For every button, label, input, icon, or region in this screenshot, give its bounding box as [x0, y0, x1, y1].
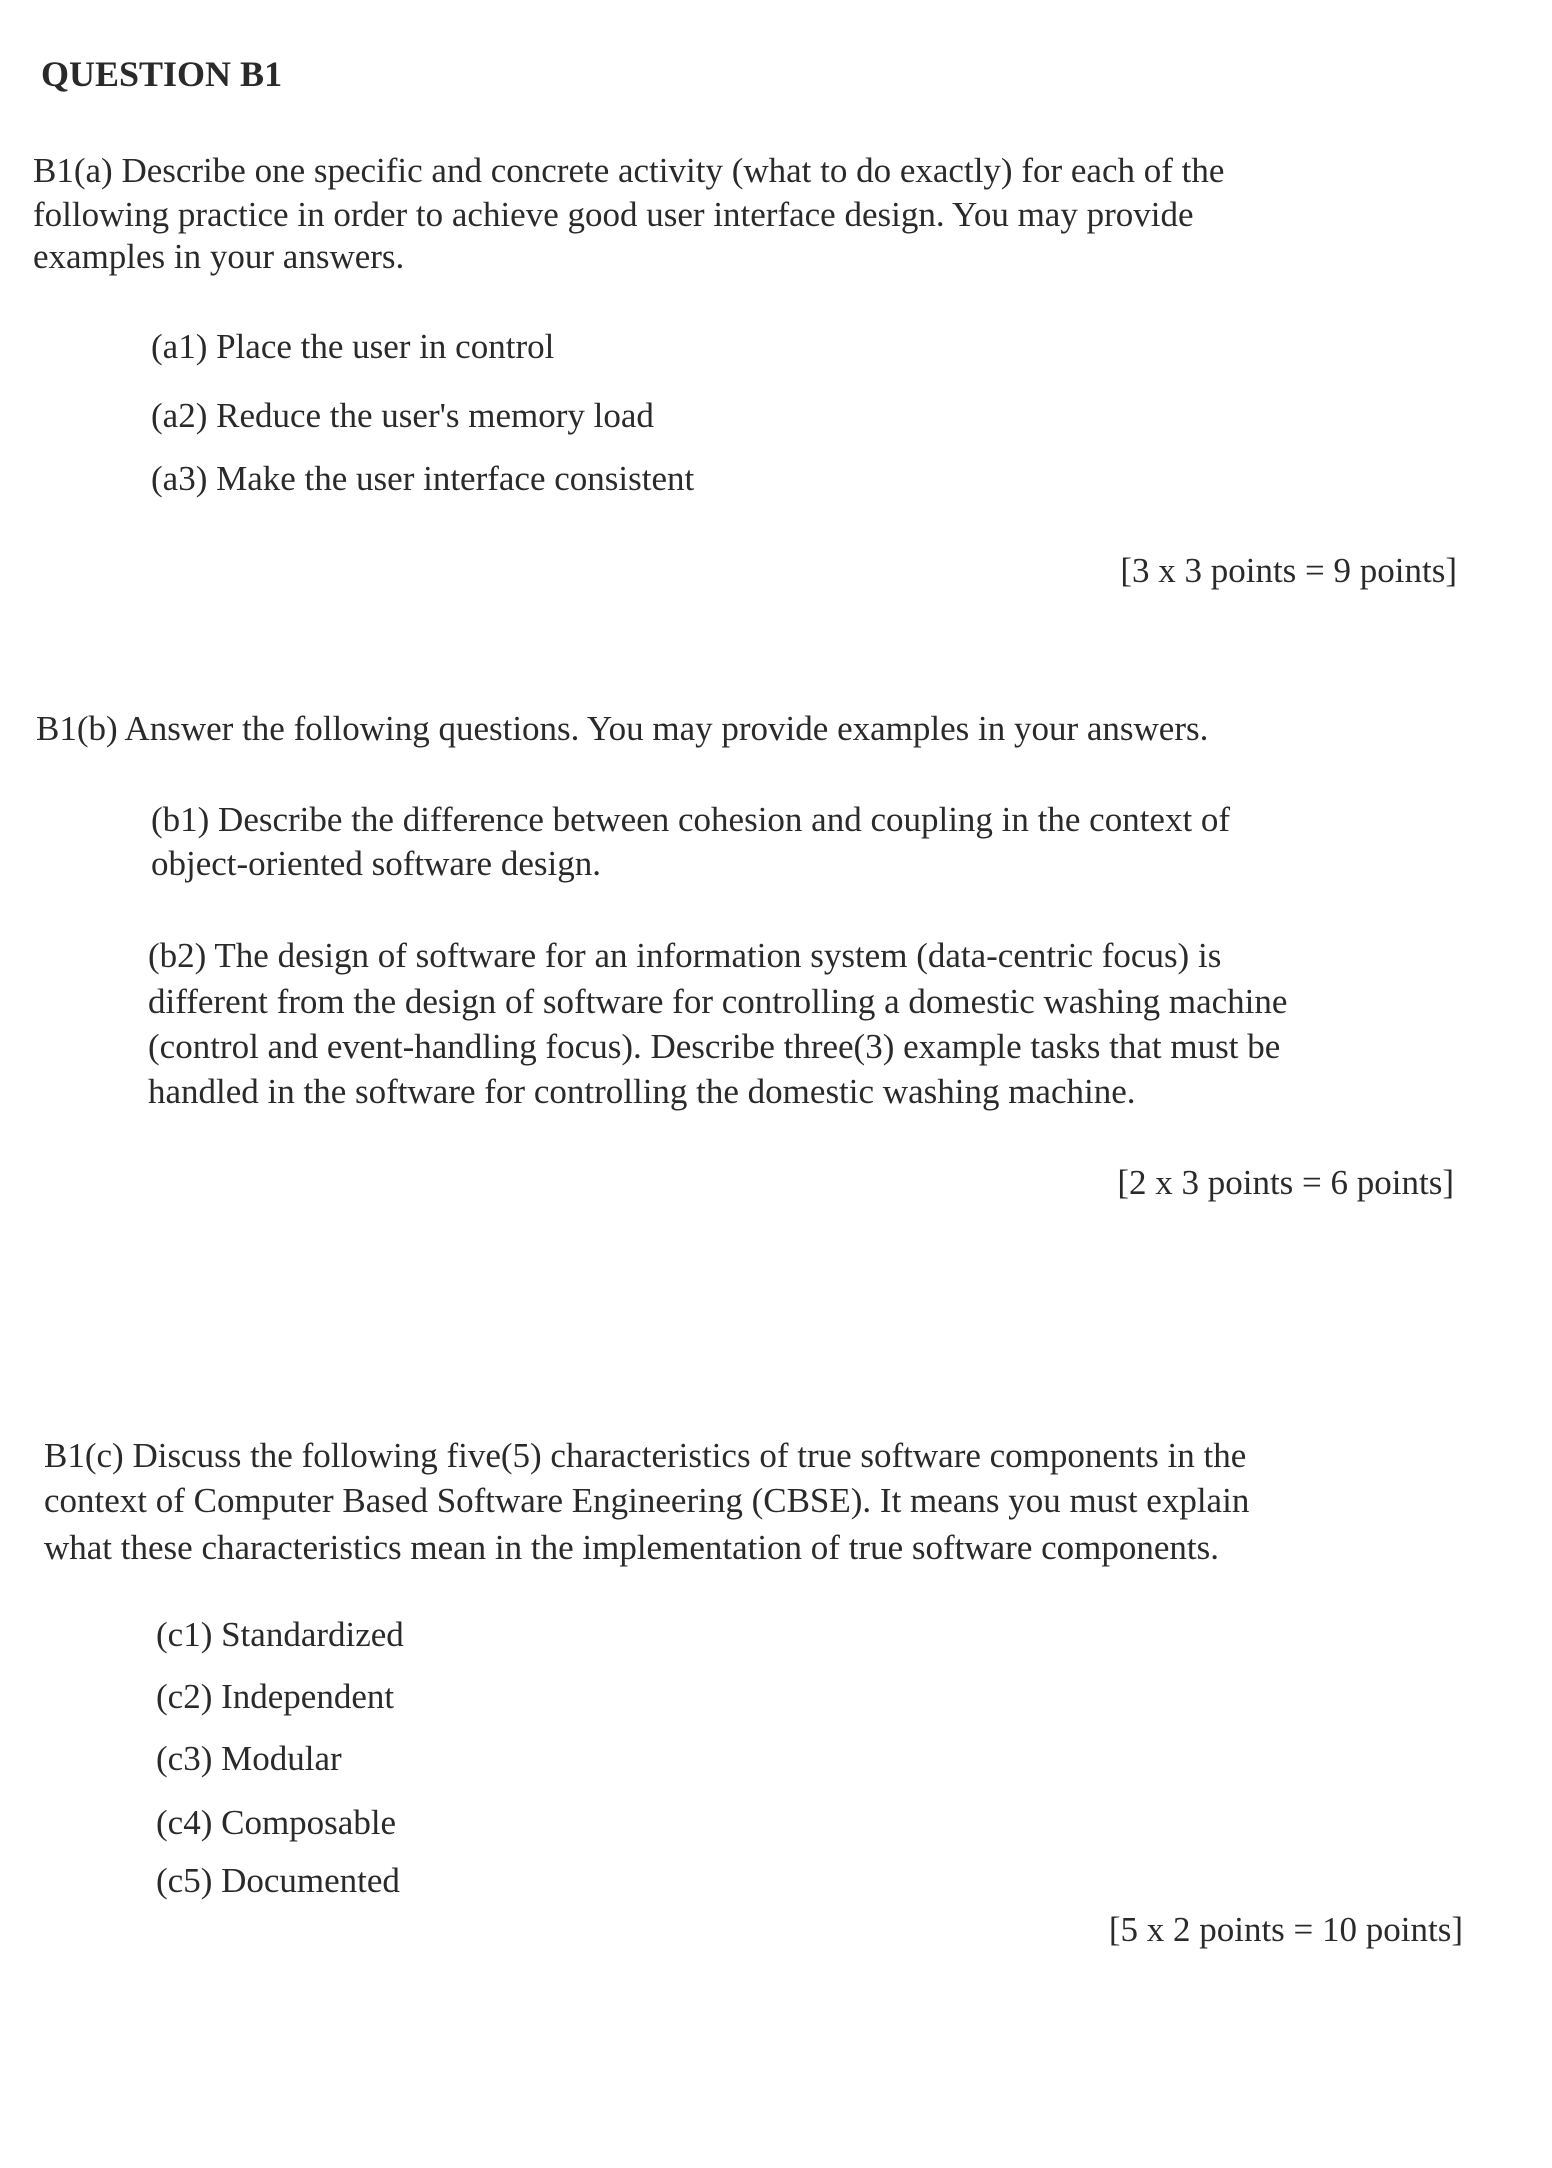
b-intro: B1(b) Answer the following questions. You may provide examples in your answers. [36, 709, 1209, 748]
b1-line: (b1) Describe the difference between cohesion and coupling in the context of [151, 800, 1231, 839]
c-intro-line: what these characteristics mean in the implementation of true software components. [44, 1528, 1220, 1567]
a-intro-line: examples in your answers. [33, 237, 405, 276]
b2-line: different from the design of software for controlling a domestic washing machine [148, 982, 1288, 1021]
a-points: [3 x 3 points = 9 points] [1120, 551, 1457, 590]
c-points: [5 x 2 points = 10 points] [1108, 1910, 1463, 1949]
c-item: (c4) Composable [156, 1803, 397, 1842]
a-item: (a1) Place the user in control [151, 327, 555, 366]
b2-line: (control and event-handling focus). Describe three(3) example tasks that must be [148, 1027, 1281, 1066]
c-item: (c2) Independent [156, 1677, 395, 1716]
c-intro-line: context of Computer Based Software Engineering (CBSE). It means you must explain [44, 1481, 1250, 1520]
b2-line: (b2) The design of software for an information system (data-centric focus) is [148, 936, 1222, 975]
c-item: (c1) Standardized [156, 1615, 404, 1654]
a-intro-line: B1(a) Describe one specific and concrete activity (what to do exactly) for each of the [33, 151, 1225, 190]
a-intro-line: following practice in order to achieve good user interface design. You may provide [33, 195, 1194, 234]
question-title: QUESTION B1 [41, 54, 283, 94]
c-item: (c5) Documented [156, 1861, 400, 1900]
a-item: (a2) Reduce the user's memory load [151, 396, 654, 435]
a-item: (a3) Make the user interface consistent [151, 459, 695, 498]
b1-line: object-oriented software design. [151, 844, 601, 883]
b-points: [2 x 3 points = 6 points] [1117, 1163, 1454, 1202]
c-intro-line: B1(c) Discuss the following five(5) characteristics of true software components in the [44, 1436, 1247, 1475]
b2-line: handled in the software for controlling the domestic washing machine. [148, 1072, 1136, 1111]
c-item: (c3) Modular [156, 1739, 342, 1778]
